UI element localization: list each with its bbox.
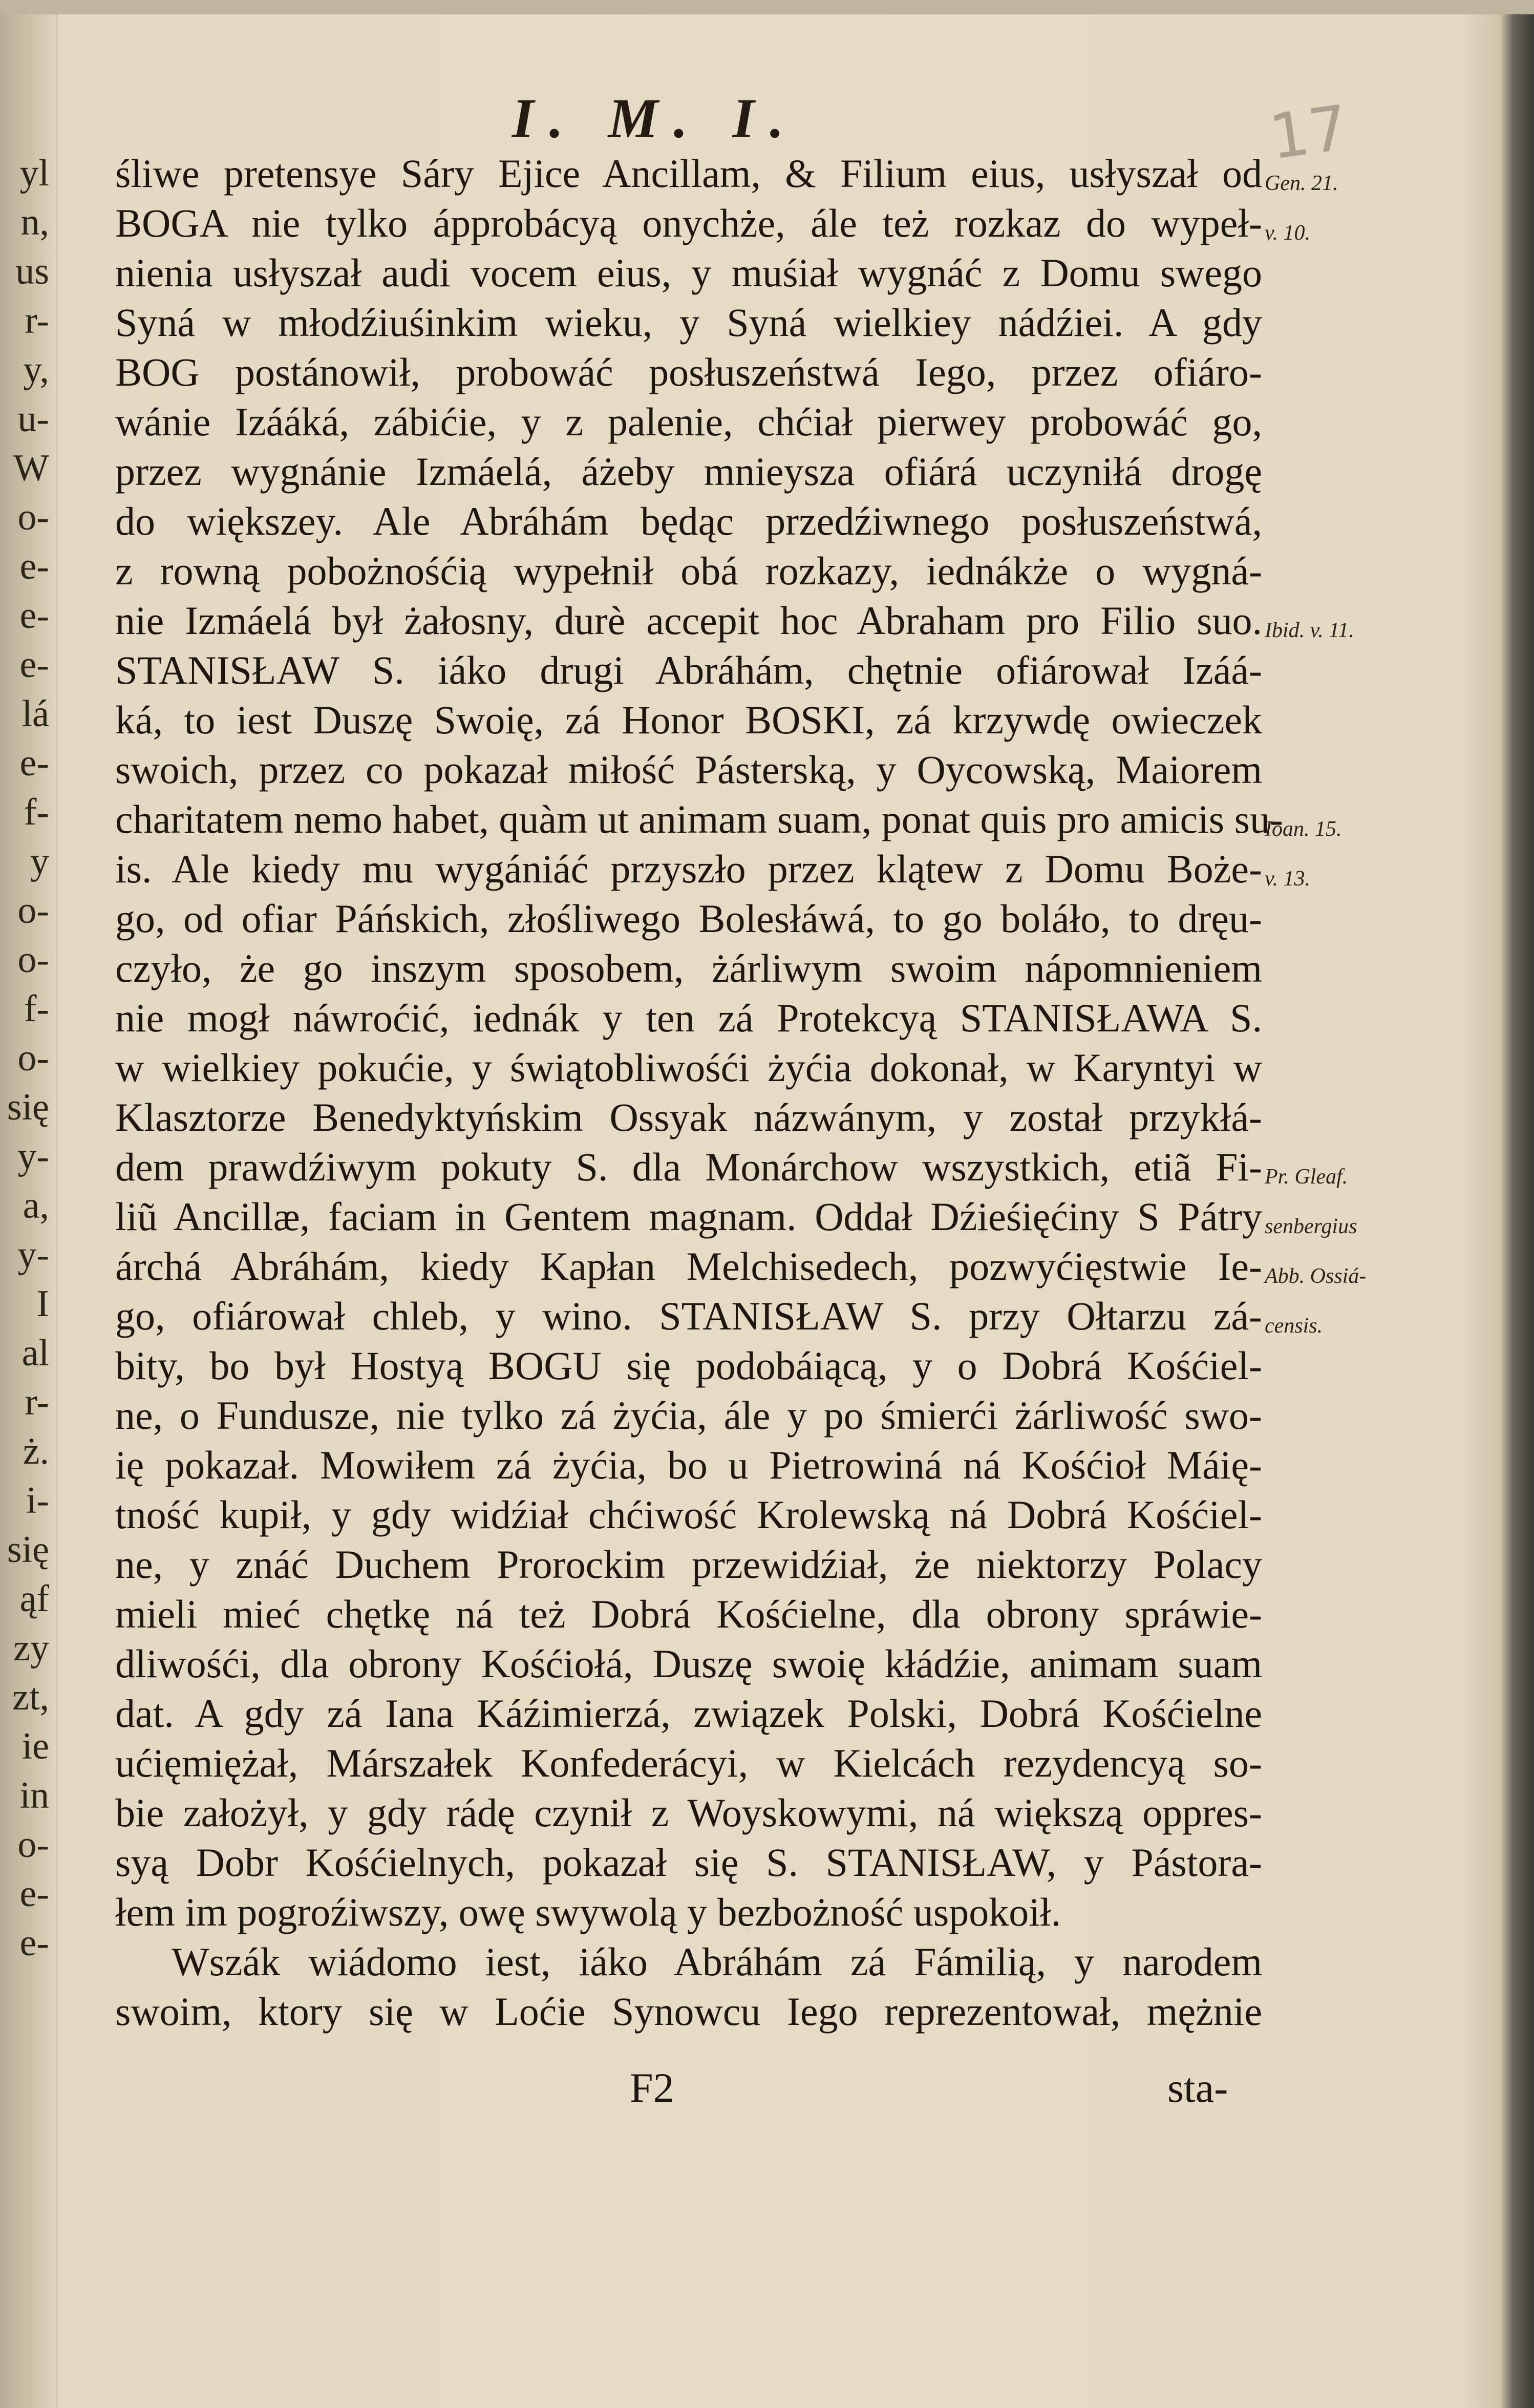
text-line: Syná w młodźiuśinkim wieku, y Syná wielkiey nádźiei. A gdy bbox=[115, 300, 1262, 345]
gutter-fragment: W bbox=[13, 447, 49, 489]
text-line: śliwe pretensye Sáry Ejice Ancillam, & Filium eius, usłyszał od bbox=[115, 151, 1262, 196]
pencil-folio-number: 17 bbox=[1265, 92, 1353, 174]
gutter-fragment: e- bbox=[19, 595, 49, 637]
text-line: dem prawdźiwym pokuty S. dla Monárchow wszystkich, etiã Fi- bbox=[115, 1145, 1262, 1189]
gutter-fragment: r- bbox=[25, 1381, 49, 1423]
text-line: swoim, ktory się w Loćie Synowcu Iego reprezentował, mężnie bbox=[115, 1989, 1262, 2034]
gutter-fragment: o- bbox=[17, 1824, 49, 1866]
text-line: ię pokazał. Mowiłem zá żyćia, bo u Pietrowiná ná Kośćioł Máię- bbox=[115, 1443, 1262, 1487]
running-header: I. M. I. bbox=[512, 87, 799, 150]
gutter-fragment: zy bbox=[13, 1627, 49, 1669]
text-line: ne, y znáć Duchem Prorockim przewidźiał, że niektorzy Polacy bbox=[115, 1542, 1262, 1587]
margin-note: v. 10. bbox=[1265, 221, 1311, 245]
text-line: Klasztorze Benedyktyńskim Ossyak názwánym, y został przykłá- bbox=[115, 1095, 1262, 1139]
gutter-fragment: y bbox=[30, 840, 49, 882]
margin-note: Abb. Ossiá- bbox=[1265, 1264, 1367, 1288]
margin-note: Ioan. 15. bbox=[1265, 817, 1342, 841]
gutter-fragment: e- bbox=[19, 742, 49, 784]
catchword: sta- bbox=[1167, 2064, 1228, 2111]
gutter-fragment: ąf bbox=[19, 1578, 49, 1620]
gutter-fragment: in bbox=[19, 1775, 49, 1816]
text-line: charitatem nemo habet, quàm ut animam suam, ponat quis pro amicis su- bbox=[115, 797, 1283, 841]
margin-note: senbergius bbox=[1265, 1215, 1357, 1238]
text-line: BOG postánowił, probowáć posłuszeństwá Iego, przez ofiáro- bbox=[115, 350, 1262, 394]
margin-note: Ibid. v. 11. bbox=[1265, 619, 1354, 642]
gutter-fragment: e- bbox=[19, 1873, 49, 1915]
text-line: tność kupił, y gdy widźiał chćiwość Krolewską ná Dobrá Kośćiel- bbox=[115, 1492, 1262, 1537]
gutter-fragment: się bbox=[7, 1086, 49, 1128]
text-line: czyło, że go inszym sposobem, żárliwym swoim nápomnieniem bbox=[115, 946, 1262, 990]
gutter-fragment: I bbox=[36, 1283, 49, 1325]
text-line: liũ Ancillæ, faciam in Gentem magnam. Oddał Dźieśięćiny S Pátry bbox=[115, 1194, 1262, 1239]
text-line: w wielkiey pokućie, y świątobliwośći żyćia dokonał, w Karyntyi w bbox=[115, 1045, 1262, 1090]
gutter-fragment: u- bbox=[17, 398, 49, 440]
gutter-fragment: f- bbox=[24, 791, 49, 833]
gutter-fragment: o- bbox=[17, 1037, 49, 1079]
gutter-fragment: o- bbox=[17, 496, 49, 538]
text-line: go, od ofiar Páńskich, złośliwego Bolesłáwá, to go boláło, to dręu- bbox=[115, 896, 1262, 941]
gutter-fragment: zt, bbox=[12, 1676, 49, 1718]
text-line: przez wygnánie Izmáelá, áżeby mnieysza ofiárá uczyniłá drogę bbox=[115, 449, 1262, 494]
text-line: bity, bo był Hostyą BOGU się podobáiącą, y o Dobrá Kośćiel- bbox=[115, 1343, 1262, 1388]
margin-note: censis. bbox=[1265, 1314, 1323, 1338]
gutter-fragment: i- bbox=[26, 1480, 49, 1522]
margin-note: Pr. Gleaf. bbox=[1265, 1165, 1348, 1189]
text-line: nienia usłyszał audi vocem eius, y muśiał wygnáć z Domu swego bbox=[115, 250, 1262, 295]
text-line: dat. A gdy zá Iana Káźimierzá, związek Polski, Dobrá Kośćielne bbox=[115, 1691, 1262, 1736]
text-line: wánie Izááká, zábićie, y z palenie, chćiał pierwey probowáć go, bbox=[115, 399, 1262, 444]
text-line: STANISŁAW S. iáko drugi Abráhám, chętnie ofiárował Izáá- bbox=[115, 648, 1262, 692]
facing-page-text bbox=[0, 149, 56, 1968]
gutter-fragment: lá bbox=[22, 693, 49, 735]
page-top-edge bbox=[0, 0, 1534, 14]
gutter-fragment: o- bbox=[17, 890, 49, 932]
text-line: mieli mieć chętkę ná też Dobrá Kośćielne, dla obrony spráwie- bbox=[115, 1592, 1262, 1636]
gutter-fragment: us bbox=[15, 250, 49, 292]
text-line: swoich, przez co pokazał miłość Pásterską, y Oycowską, Maiorem bbox=[115, 747, 1262, 792]
text-line: ká, to iest Duszę Swoię, zá Honor BOSKI, zá krzywdę owieczek bbox=[115, 698, 1262, 742]
text-line: dliwośći, dla obrony Kośćiołá, Duszę swoię kłádźie, animam suam bbox=[115, 1641, 1262, 1686]
gutter-fragment: się bbox=[7, 1529, 49, 1571]
text-line: bie założył, y gdy rádę czynił z Woyskowymi, ná większą oppres- bbox=[115, 1790, 1262, 1835]
text-line: łem im pogroźiwszy, owę swywolą y bezbożność uspokoił. bbox=[115, 1890, 1061, 1934]
text-line: is. Ale kiedy mu wygániáć przyszło przez klątew z Domu Boże- bbox=[115, 847, 1262, 891]
gutter-fragment: n, bbox=[20, 201, 49, 243]
gutter-fragment: f- bbox=[24, 988, 49, 1030]
text-line: nie mogł náwroćić, iednák y ten zá Protekcyą STANISŁAWA S. bbox=[115, 996, 1262, 1040]
text-line: árchá Abráhám, kiedy Kapłan Melchisedech, pozwyćięstwie Ie- bbox=[115, 1244, 1262, 1289]
text-line: syą Dobr Kośćielnych, pokazał się S. STANISŁAW, y Pástora- bbox=[115, 1840, 1262, 1885]
signature-mark: F2 bbox=[630, 2064, 674, 2111]
gutter-fragment: y- bbox=[17, 1135, 49, 1177]
gutter-fragment: e- bbox=[19, 644, 49, 686]
gutter-fragment: e- bbox=[19, 1922, 49, 1964]
text-line: nie Izmáelá był żałosny, durè accepit hoc Abraham pro Filio suo. bbox=[115, 598, 1262, 643]
gutter-fragment: al bbox=[22, 1332, 49, 1374]
gutter-fragment: r- bbox=[25, 300, 49, 342]
text-line: go, ofiárował chleb, y wino. STANISŁAW S. przy Ołtarzu zá- bbox=[115, 1294, 1262, 1338]
text-line: ne, o Fundusze, nie tylko zá żyćia, ále y po śmierći żárliwość swo- bbox=[115, 1393, 1262, 1438]
gutter-fragment: e- bbox=[19, 545, 49, 587]
gutter-fragment: y- bbox=[17, 1234, 49, 1276]
margin-note: Gen. 21. bbox=[1265, 172, 1338, 195]
gutter-fragment: a, bbox=[23, 1185, 49, 1227]
gutter-fragment: yl bbox=[19, 152, 49, 194]
margin-note: v. 13. bbox=[1265, 867, 1311, 891]
gutter-fragment: y, bbox=[23, 349, 49, 391]
gutter-fragment: o- bbox=[17, 939, 49, 981]
body-text bbox=[115, 149, 1283, 2036]
text-line: z rowną pobożnośćią wypełnił obá rozkazy, iednákże o wygná- bbox=[115, 548, 1262, 593]
text-line: Wszák wiádomo iest, iáko Abráhám zá Fámilią, y narodem bbox=[172, 1939, 1262, 1984]
gutter-fragment: ż. bbox=[23, 1430, 49, 1472]
text-line: BOGA nie tylko ápprobácyą onychże, ále też rozkaz do wypeł- bbox=[115, 201, 1262, 245]
facing-page-gutter bbox=[0, 14, 57, 2408]
text-line: do większey. Ale Abráhám będąc przedźiwnego posłuszeństwá, bbox=[115, 499, 1262, 543]
gutter-fragment: ie bbox=[22, 1725, 49, 1767]
text-line: ućięmiężał, Márszałek Konfederácyi, w Kielcách rezydencyą so- bbox=[115, 1741, 1262, 1785]
